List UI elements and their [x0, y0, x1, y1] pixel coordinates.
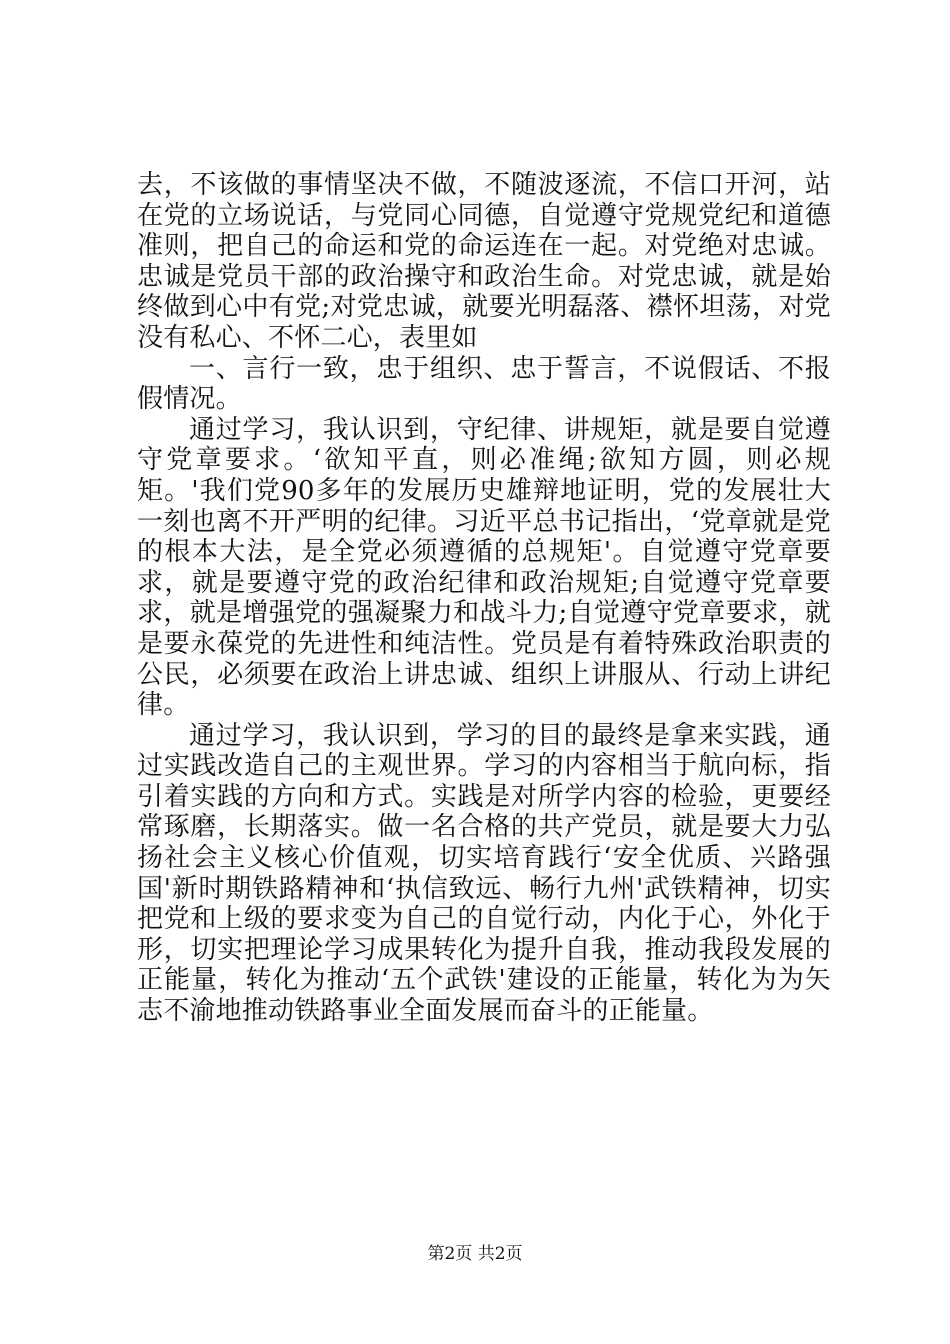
paragraph-2: 一、言行一致，忠于组织、忠于誓言，不说假话、不报假情况。: [137, 353, 831, 415]
page-footer: 第2页 共2页: [427, 1244, 523, 1264]
paragraph-3: 通过学习，我认识到，守纪律、讲规矩，就是要自觉遵守党章要求。‘欲知平直，则必准绳;欲知方圆，则必规矩。'我们党90多年的发展历史雄辩地证明，党的发展壮大一刻也离不开严明的纪律。习近平总书记指出，‘党章就是党的根本大法，是全党必须遵循的总规矩'。自觉遵守党章要求，就是要遵守党的政治纪律和政治规矩;自觉遵守党章要求，就是增强党的强凝聚力和战斗力;自觉遵守党章要求，就是要永葆党的先进性和纯洁性。党员是有着特殊政治职责的公民，必须要在政治上讲忠诚、组织上讲服从、行动上讲纪律。: [137, 414, 831, 721]
document-body: [137, 170, 831, 1027]
paragraph-4: 通过学习，我认识到，学习的目的最终是拿来实践，通过实践改造自己的主观世界。学习的内容相当于航向标，指引着实践的方向和方式。实践是对所学内容的检验，更要经常琢磨，长期落实。做一名合格的共产党员，就是要大力弘扬社会主义核心价值观，切实培育践行‘安全优质、兴路强国'新时期铁路精神和‘执信致远、畅行九州'武铁精神，切实把党和上级的要求变为自己的自觉行动，内化于心，外化于形，切实把理论学习成果转化为提升自我，推动我段发展的正能量，转化为推动‘五个武铁'建设的正能量，转化为为矢志不渝地推动铁路事业全面发展而奋斗的正能量。: [137, 720, 831, 1027]
paragraph-1: 去，不该做的事情坚决不做，不随波逐流，不信口开河，站在党的立场说话，与党同心同德，自觉遵守党规党纪和道德准则，把自己的命运和党的命运连在一起。对党绝对忠诚。忠诚是党员干部的政治操守和政治生命。对党忠诚，就是始终做到心中有党;对党忠诚，就要光明磊落、襟怀坦荡，对党没有私心、不怀二心，表里如: [137, 170, 831, 353]
